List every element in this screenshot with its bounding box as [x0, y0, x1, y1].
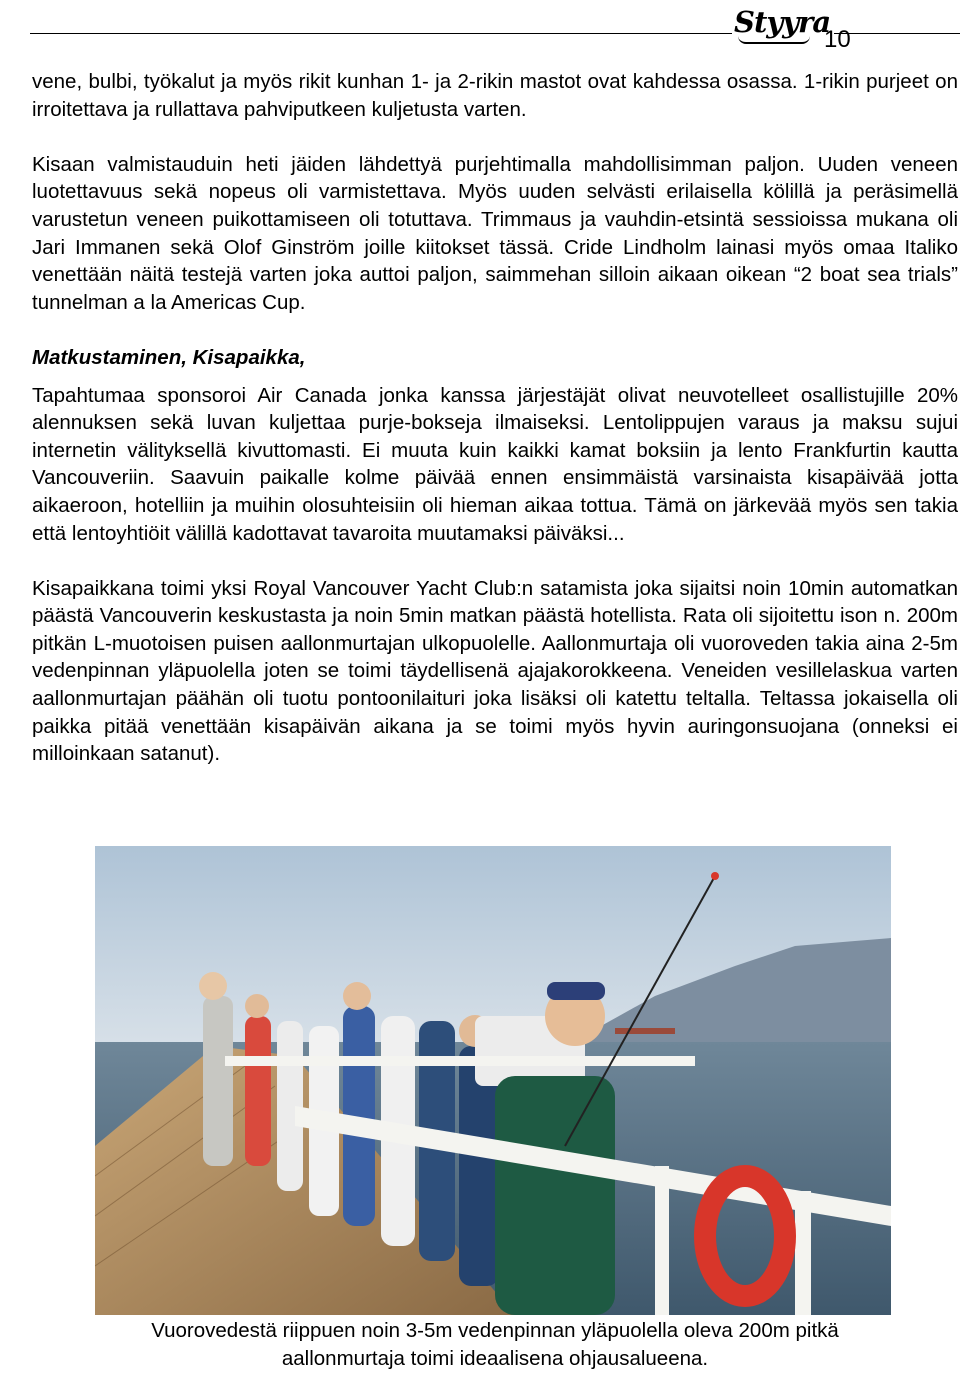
document-body [32, 68, 958, 768]
breakwater-photo [95, 846, 891, 1315]
page-number: 10 [824, 26, 851, 53]
caption-line-1: Vuorovedestä riippuen noin 3-5m vedenpinnan yläpuolella oleva 200m pitkä [151, 1319, 839, 1342]
ship [615, 1028, 675, 1034]
paragraph-4: Kisapaikkana toimi yksi Royal Vancouver Yacht Club:n satamista joka sijaitsi noin 10min automatkan päästä Vancouverin keskustasta ja noin 5min matkan päästä hotellista. Rata oli sijoitettu ison n. 200m pitkän L-muotoisen puisen aallonmurtajan ulkopuolelle. Aallonmurtaja oli vuoroveden takia aina 2-5m vedenpinnan yläpuolella joten se toimi täydellisenä ajajakorokkeena. Veneiden vesillelaskua varten aallonmurtajan päähän oli tuotu pontoonilaituri joka lisäksi oli katettu teltalla. Teltassa jokaisella oli paikka pitää venettään kisapäivän aikana ja se toimi myös hyvin auringonsuojana (onneksi ei milloinkaan satanut). [32, 576, 958, 766]
paragraph-1: vene, bulbi, työkalut ja myös rikit kunhan 1- ja 2-rikin mastot ovat kahdessa osassa. 1-rikin purjeet on irroitettava ja rullattava pahviputkeen kuljetusta varten. [32, 70, 958, 121]
styyra-logo: Styyra [732, 2, 834, 42]
section-heading: Matkustaminen, Kisapaikka, [32, 345, 306, 369]
paragraph-2: Kisaan valmistauduin heti jäiden lähdettyä purjehtimalla mahdollisimman paljon. Uuden veneen luotettavuus sekä nopeus oli varmistettava. Myös uuden selvästi erilaisella kölillä ja peräsimellä varustetun veneen puikottamiseen oli totuttava. Trimmaus ja vauhdin-etsintä sessioissa mukana oli Jari Immanen sekä Olof Ginström joille kiitokset tässä. Cride Lindholm lainasi myös omaa Italiko venettään näitä testejä varten joka auttoi paljon, saimmehan silloin aikaan oikean “2 boat sea trials” tunnelman a la Americas Cup. [32, 152, 958, 314]
photo-caption [60, 1317, 930, 1372]
paragraph-3: Tapahtumaa sponsoroi Air Canada jonka kanssa järjestäjät olivat neuvotelleet osallistujille 20% alennuksen sekä luvan kuljettaa purje-bokseja ilmaiseksi. Lentolippujen varaus ja maksu sujui internetin välityksellä kivuttomasti. Ei muuta kuin kaikki kamat boksiin ja lento Frankfurtin kautta Vancouveriin. Saavuin paikalle kolme päivää ennen ensimmäistä varsinaista kisapäivää jotta aikaeroon, hotelliin ja muihin olosuhteisiin oli hieman aikaa tottua. Tämä on järkevää myös sen takia että lentoyhtiöit välillä kadottavat tavaroita muutamaksi päiväksi... [32, 383, 958, 545]
caption-line-2: aallonmurtaja toimi ideaalisena ohjausalueena. [281, 1346, 709, 1370]
logo-swash [738, 36, 810, 44]
